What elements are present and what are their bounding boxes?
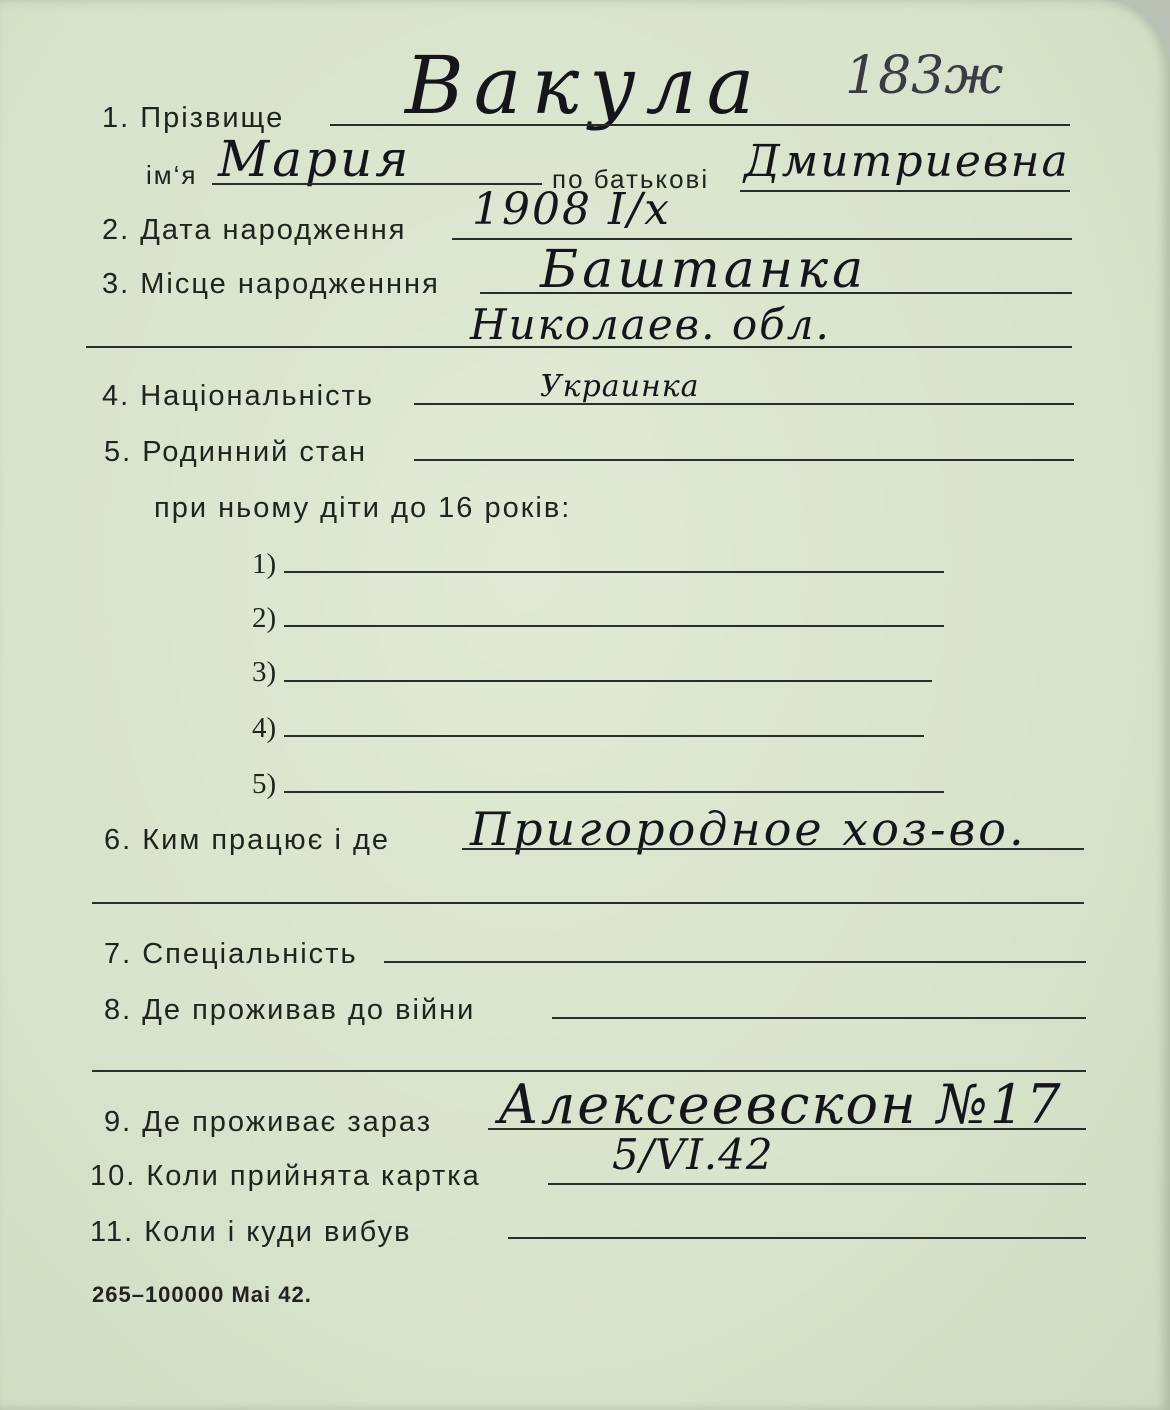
label-departed: 11. Коли і куди вибув <box>90 1216 412 1248</box>
child-2-number: 2) <box>252 602 277 634</box>
value-card-accepted: 5/VI.42 <box>612 1130 774 1179</box>
value-surname-note: 183ж <box>845 46 1004 106</box>
line-work-2 <box>92 902 1084 904</box>
line-prewar-residence-2 <box>92 1070 1086 1072</box>
line-birth-place <box>480 292 1072 294</box>
label-birth-place: 3. Місце народженння <box>102 268 440 300</box>
label-specialty: 7. Спеціальність <box>104 938 358 970</box>
label-work: 6. Ким працює і де <box>104 824 391 856</box>
line-specialty <box>384 961 1086 963</box>
label-children: при ньому діти до 16 років: <box>154 492 572 524</box>
line-patronymic <box>740 190 1070 192</box>
value-nationality: Украинка <box>540 369 700 404</box>
line-prewar-residence <box>552 1017 1086 1019</box>
label-nationality: 4. Національність <box>102 380 375 412</box>
value-surname: Вакула <box>405 39 765 132</box>
child-5-number: 5) <box>252 768 277 800</box>
line-child-3 <box>284 680 932 682</box>
line-child-1 <box>284 571 944 573</box>
line-work <box>462 848 1084 850</box>
label-prewar-residence: 8. Де проживав до війни <box>104 994 476 1026</box>
line-marital-status <box>414 459 1074 461</box>
value-patronymic: Дмитриевна <box>744 136 1070 187</box>
child-3-number: 3) <box>252 656 277 688</box>
value-first-name: Мария <box>218 130 412 188</box>
label-marital-status: 5. Родинний стан <box>104 436 368 468</box>
label-card-accepted: 10. Коли прийнята картка <box>90 1160 481 1192</box>
value-birth-date: 1908 I/x <box>472 184 671 235</box>
value-current-residence: Алексеевскон №17 <box>498 1073 1063 1136</box>
label-birth-date: 2. Дата народження <box>102 214 407 246</box>
line-nationality <box>414 403 1074 405</box>
label-first-name: ім‘я <box>146 160 198 190</box>
line-birth-place-2 <box>86 346 1072 348</box>
label-surname: 1. Прізвище <box>102 102 285 134</box>
line-departed <box>508 1237 1086 1239</box>
child-1-number: 1) <box>252 548 277 580</box>
value-birth-place-line2: Николаев. обл. <box>470 300 831 349</box>
line-card-accepted <box>548 1183 1086 1185</box>
value-birth-place: Баштанка <box>540 240 868 300</box>
label-current-residence: 9. Де проживає зараз <box>104 1106 433 1138</box>
print-code: 265–100000 Mai 42. <box>92 1282 312 1307</box>
line-child-4 <box>284 735 924 737</box>
label-patronymic: по батькові <box>552 164 710 194</box>
line-child-2 <box>284 625 944 627</box>
line-child-5 <box>284 791 944 793</box>
child-4-number: 4) <box>252 712 277 744</box>
line-current-residence <box>488 1128 1086 1130</box>
line-surname <box>330 124 1070 126</box>
value-work: Пригородное хоз-во. <box>470 802 1027 856</box>
